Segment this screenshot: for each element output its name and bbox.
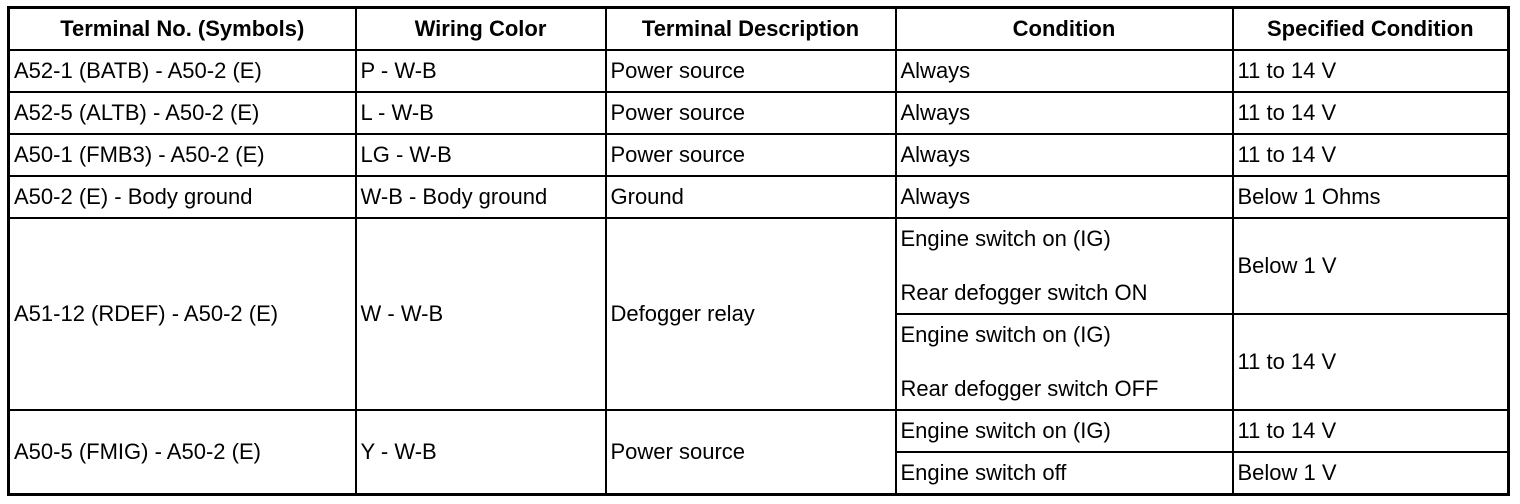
cell-terminal: A52-5 (ALTB) - A50-2 (E) <box>9 92 356 134</box>
cell-wiring-color: Y - W-B <box>356 410 606 495</box>
cell-wiring-color: LG - W-B <box>356 134 606 176</box>
header-terminal: Terminal No. (Symbols) <box>9 8 356 51</box>
cell-wiring-color: L - W-B <box>356 92 606 134</box>
cell-terminal: A50-5 (FMIG) - A50-2 (E) <box>9 410 356 495</box>
table-row <box>9 218 1509 314</box>
cell-condition <box>896 218 1233 314</box>
header-wiring-color: Wiring Color <box>356 8 606 51</box>
cell-specified: Below 1 Ohms <box>1233 176 1509 218</box>
cell-description: Power source <box>606 410 896 495</box>
cell-condition: Engine switch off <box>896 452 1233 495</box>
table-row <box>9 92 1509 134</box>
header-condition: Condition <box>896 8 1233 51</box>
table-row <box>9 410 1509 452</box>
cell-condition: Engine switch on (IG) <box>896 410 1233 452</box>
cell-condition: Always <box>896 176 1233 218</box>
cell-description: Defogger relay <box>606 218 896 410</box>
cell-specified: Below 1 V <box>1233 452 1509 495</box>
cell-condition: Always <box>896 92 1233 134</box>
cell-specified: Below 1 V <box>1233 218 1509 314</box>
cell-specified: 11 to 14 V <box>1233 92 1509 134</box>
cell-wiring-color: W - W-B <box>356 218 606 410</box>
table-row <box>9 134 1509 176</box>
cell-specified: 11 to 14 V <box>1233 314 1509 410</box>
table-header-row <box>9 8 1509 51</box>
terminal-spec-table <box>7 6 1510 496</box>
cell-description: Power source <box>606 92 896 134</box>
condition-line: Rear defogger switch ON <box>900 280 1148 305</box>
header-terminal-description: Terminal Description <box>606 8 896 51</box>
cell-specified: 11 to 14 V <box>1233 50 1509 92</box>
cell-terminal: A50-2 (E) - Body ground <box>9 176 356 218</box>
cell-condition: Always <box>896 50 1233 92</box>
cell-terminal: A52-1 (BATB) - A50-2 (E) <box>9 50 356 92</box>
condition-line: Engine switch on (IG) <box>900 322 1111 347</box>
cell-description: Power source <box>606 134 896 176</box>
condition-line: Rear defogger switch OFF <box>900 376 1159 401</box>
cell-specified: 11 to 14 V <box>1233 134 1509 176</box>
table-row <box>9 176 1509 218</box>
cell-condition <box>896 314 1233 410</box>
cell-wiring-color: W-B - Body ground <box>356 176 606 218</box>
cell-terminal: A50-1 (FMB3) - A50-2 (E) <box>9 134 356 176</box>
cell-condition: Always <box>896 134 1233 176</box>
condition-line: Engine switch on (IG) <box>900 226 1111 251</box>
cell-description: Ground <box>606 176 896 218</box>
cell-terminal: A51-12 (RDEF) - A50-2 (E) <box>9 218 356 410</box>
cell-description: Power source <box>606 50 896 92</box>
table-row <box>9 50 1509 92</box>
cell-wiring-color: P - W-B <box>356 50 606 92</box>
header-specified-condition: Specified Condition <box>1233 8 1509 51</box>
cell-specified: 11 to 14 V <box>1233 410 1509 452</box>
